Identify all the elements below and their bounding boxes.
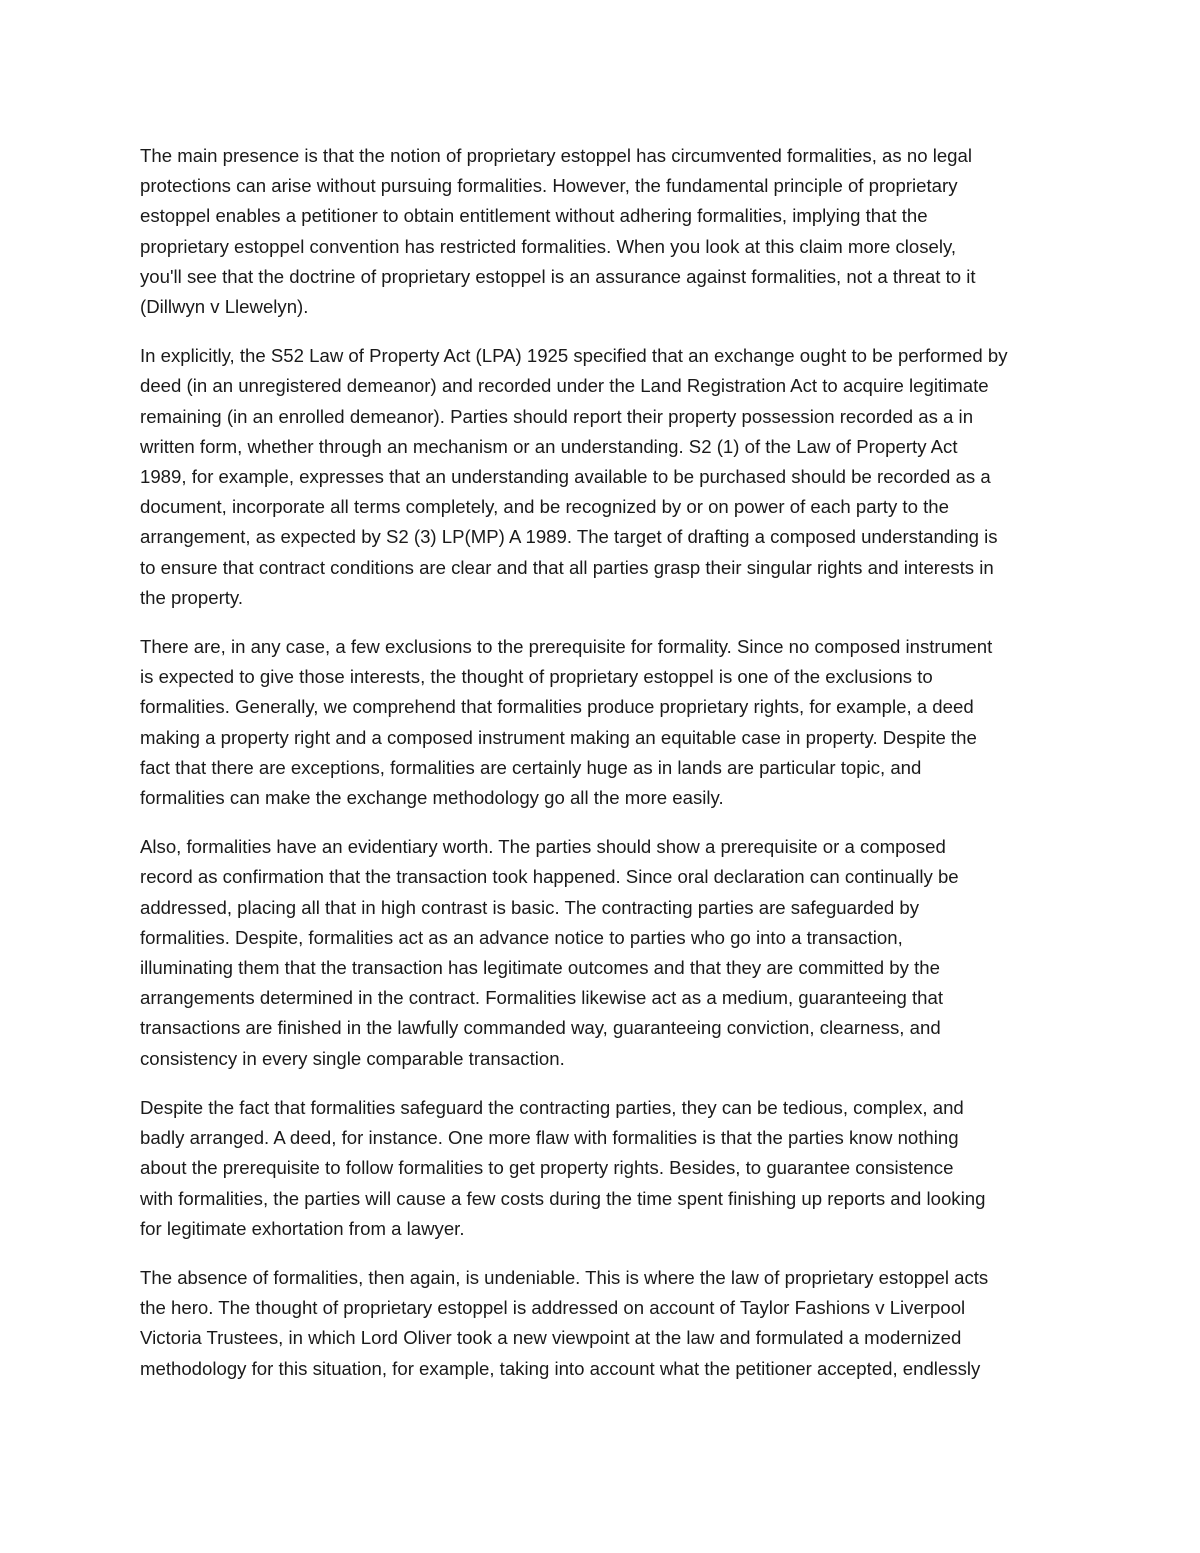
text-line: In explicitly, the S52 Law of Property Act (LPA) 1925 specified that an exchange ought to be performed by (140, 345, 1008, 367)
paragraph-6 (140, 1263, 1070, 1384)
text-line: arrangement, as expected by S2 (3) LP(MP) A 1989. The target of drafting a composed understanding is (140, 526, 998, 548)
text-line: 1989, for example, expresses that an understanding available to be purchased should be recorded as a (140, 466, 991, 488)
text-line: remaining (in an enrolled demeanor). Parties should report their property possession recorded as a in (140, 405, 974, 427)
text-line: the hero. The thought of proprietary estoppel is addressed on account of Taylor Fashions v Liverpool (140, 1297, 966, 1319)
text-line: protections can arise without pursuing formalities. However, the fundamental principle of proprietary (140, 175, 958, 197)
text-line: methodology for this situation, for example, taking into account what the petitioner accepted, endlessly (140, 1357, 981, 1379)
text-line: arrangements determined in the contract. Formalities likewise act as a medium, guaranteeing that (140, 987, 944, 1009)
text-line: formalities. Despite, formalities act as an advance notice to parties who go into a transaction, (140, 926, 903, 948)
paragraph-5 (140, 1093, 1070, 1244)
text-line: about the prerequisite to follow formalities to get property rights. Besides, to guarantee consistence (140, 1157, 954, 1179)
paragraph-1 (140, 141, 1070, 322)
text-line: illuminating them that the transaction has legitimate outcomes and that they are committed by the (140, 957, 940, 979)
text-line: to ensure that contract conditions are clear and that all parties grasp their singular rights and interests in (140, 556, 994, 578)
text-line: transactions are finished in the lawfully commanded way, guaranteeing conviction, clearness, and (140, 1017, 941, 1039)
text-line: formalities. Generally, we comprehend that formalities produce proprietary rights, for example, a deed (140, 696, 974, 718)
text-line: deed (in an unregistered demeanor) and recorded under the Land Registration Act to acquire legitimate (140, 375, 989, 397)
document-body (140, 141, 1070, 1403)
text-line: estoppel enables a petitioner to obtain entitlement without adhering formalities, implying that the (140, 205, 928, 227)
text-line: with formalities, the parties will cause a few costs during the time spent finishing up reports and looking (140, 1187, 986, 1209)
text-line: for legitimate exhortation from a lawyer. (140, 1217, 465, 1239)
text-line: the property. (140, 586, 244, 608)
text-line: consistency in every single comparable transaction. (140, 1047, 565, 1069)
text-line: badly arranged. A deed, for instance. One more flaw with formalities is that the parties know nothing (140, 1127, 959, 1149)
text-line: The absence of formalities, then again, is undeniable. This is where the law of proprietary estoppel acts (140, 1266, 989, 1288)
text-line: Also, formalities have an evidentiary worth. The parties should show a prerequisite or a composed (140, 836, 946, 858)
text-line: Despite the fact that formalities safeguard the contracting parties, they can be tedious, complex, and (140, 1096, 964, 1118)
text-line: (Dillwyn v Llewelyn). (140, 296, 309, 318)
paragraph-2 (140, 341, 1070, 613)
text-line: written form, whether through an mechanism or an understanding. S2 (1) of the Law of Property Act (140, 435, 958, 457)
text-line: fact that there are exceptions, formalities are certainly huge as in lands are particular topic, and (140, 756, 922, 778)
text-line: document, incorporate all terms completely, and be recognized by or on power of each party to the (140, 496, 949, 518)
text-line: record as confirmation that the transaction took happened. Since oral declaration can continually be (140, 866, 959, 888)
paragraph-3 (140, 632, 1070, 813)
text-line: proprietary estoppel convention has restricted formalities. When you look at this claim more closely, (140, 235, 957, 257)
text-line: Victoria Trustees, in which Lord Oliver took a new viewpoint at the law and formulated a modernized (140, 1327, 962, 1349)
text-line: addressed, placing all that in high contrast is basic. The contracting parties are safeguarded by (140, 896, 919, 918)
text-line: There are, in any case, a few exclusions to the prerequisite for formality. Since no composed instrument (140, 636, 993, 658)
text-line: making a property right and a composed instrument making an equitable case in property. Despite the (140, 726, 977, 748)
text-line: formalities can make the exchange methodology go all the more easily. (140, 787, 724, 809)
text-line: The main presence is that the notion of proprietary estoppel has circumvented formalities, as no legal (140, 145, 972, 166)
text-line: you'll see that the doctrine of proprietary estoppel is an assurance against formalities, not a threat to it (140, 265, 976, 287)
paragraph-4 (140, 832, 1070, 1074)
text-line: is expected to give those interests, the thought of proprietary estoppel is one of the exclusions to (140, 666, 933, 688)
